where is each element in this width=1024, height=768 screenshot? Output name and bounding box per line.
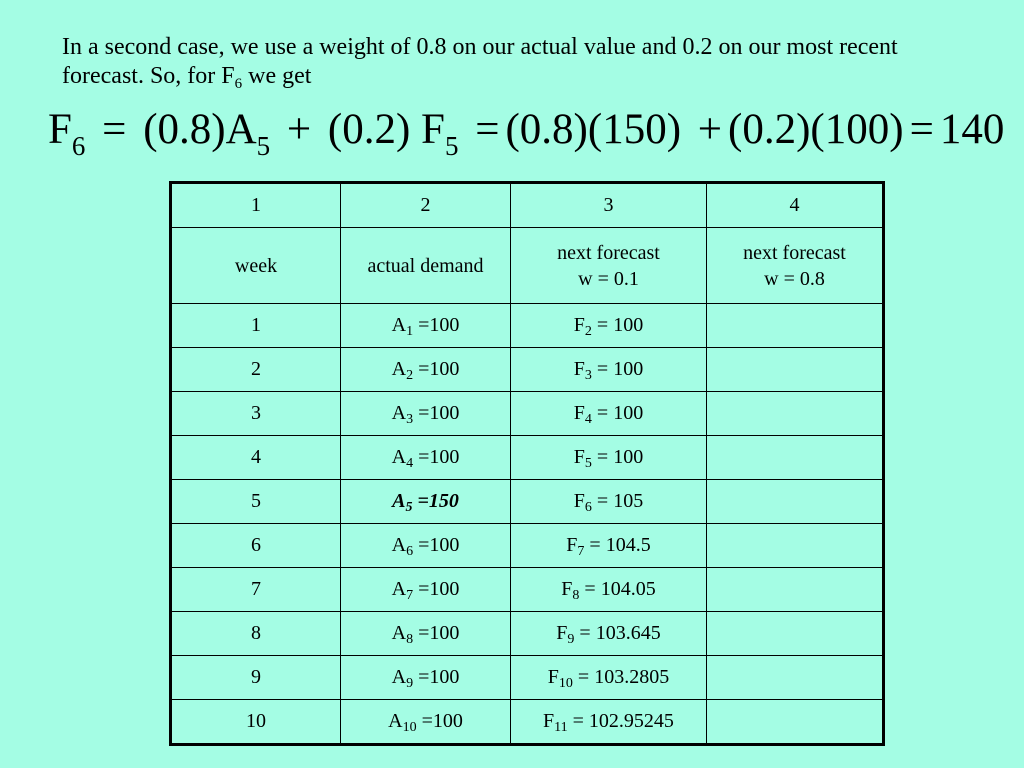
table-row xyxy=(171,304,884,348)
actual-subscript: 8 xyxy=(406,632,414,647)
table-row xyxy=(171,524,884,568)
actual-letter: A xyxy=(391,534,407,556)
actual-demand-value xyxy=(388,710,463,735)
actual-number: =100 xyxy=(413,446,460,468)
forecast-subscript: 9 xyxy=(567,632,575,647)
forecast-letter: F xyxy=(573,358,585,380)
formula-expr1: (0.8)(150) xyxy=(505,106,682,153)
actual-demand-cell xyxy=(341,436,511,480)
forecast-letter: F xyxy=(573,402,585,424)
forecast-letter: F xyxy=(573,314,585,336)
header-actual-demand: actual demand xyxy=(341,228,511,304)
header-forecast-w01-line1: next forecast xyxy=(557,241,660,264)
forecast-subscript: 6 xyxy=(584,500,592,515)
actual-demand-value xyxy=(391,666,460,691)
table-row xyxy=(171,612,884,656)
formula-term1-sub: 5 xyxy=(256,131,271,161)
forecast-number: = 104.05 xyxy=(579,578,656,600)
forecast-letter: F xyxy=(547,666,559,688)
column-number: 2 xyxy=(341,183,511,228)
actual-subscript: 7 xyxy=(406,588,414,603)
week-cell: 2 xyxy=(171,348,341,392)
actual-subscript: 1 xyxy=(406,324,414,339)
forecast-subscript: 10 xyxy=(558,676,573,691)
week-cell: 9 xyxy=(171,656,341,700)
actual-number: =100 xyxy=(413,666,460,688)
actual-subscript: 9 xyxy=(406,676,414,691)
forecast-formula xyxy=(48,102,1008,162)
forecast-w08-cell xyxy=(707,656,884,700)
forecast-subscript: 2 xyxy=(584,324,592,339)
actual-demand-cell xyxy=(341,348,511,392)
actual-demand-value xyxy=(391,402,460,427)
forecast-w08-cell xyxy=(707,304,884,348)
forecast-subscript: 11 xyxy=(554,720,568,735)
forecast-number: = 105 xyxy=(591,490,644,512)
intro-text xyxy=(62,33,982,94)
week-cell: 5 xyxy=(171,480,341,524)
actual-letter: A xyxy=(391,446,407,468)
actual-demand-cell xyxy=(341,524,511,568)
actual-subscript: 4 xyxy=(406,456,414,471)
actual-number: =100 xyxy=(413,578,460,600)
table-row xyxy=(171,700,884,745)
actual-letter: A xyxy=(391,358,407,380)
actual-demand-value xyxy=(391,622,460,647)
actual-letter: A xyxy=(391,578,407,600)
week-cell: 1 xyxy=(171,304,341,348)
header-forecast-w01-line2: w = 0.1 xyxy=(578,267,639,290)
column-number: 3 xyxy=(511,183,707,228)
actual-demand-cell xyxy=(341,700,511,745)
actual-letter: A xyxy=(391,666,407,688)
actual-demand-cell xyxy=(341,480,511,524)
table-row xyxy=(171,568,884,612)
forecast-w08-cell xyxy=(707,436,884,480)
forecast-subscript: 8 xyxy=(572,588,580,603)
formula-term1: (0.8)A xyxy=(143,106,257,153)
table-row xyxy=(171,436,884,480)
actual-demand-value xyxy=(391,314,460,339)
forecast-subscript: 3 xyxy=(584,368,592,383)
forecast-w08-cell xyxy=(707,612,884,656)
header-forecast-w08 xyxy=(707,228,884,304)
forecast-letter: F xyxy=(573,446,585,468)
formula-plus-2: + xyxy=(697,106,723,153)
forecast-w01-cell xyxy=(511,612,707,656)
forecast-letter: F xyxy=(543,710,555,732)
forecast-letter: F xyxy=(573,490,585,512)
forecast-w01-cell xyxy=(511,304,707,348)
forecast-number: = 103.2805 xyxy=(572,666,670,688)
formula-term2-sub: 5 xyxy=(444,131,459,161)
actual-letter: A xyxy=(391,314,407,336)
week-cell: 3 xyxy=(171,392,341,436)
intro-tail: we get xyxy=(242,63,312,89)
formula-equals-3: = xyxy=(909,106,934,153)
forecast-w01-cell xyxy=(511,524,707,568)
formula-expr2: (0.2)(100) xyxy=(728,106,904,153)
week-cell: 8 xyxy=(171,612,341,656)
forecast-number: = 100 xyxy=(591,402,644,424)
forecast-w08-cell xyxy=(707,348,884,392)
forecast-subscript: 4 xyxy=(584,412,592,427)
actual-demand-cell xyxy=(341,612,511,656)
forecast-w01-cell xyxy=(511,700,707,745)
actual-demand-value xyxy=(391,534,460,559)
week-cell: 10 xyxy=(171,700,341,745)
actual-subscript: 10 xyxy=(402,720,417,735)
formula-plus-1: + xyxy=(286,106,312,153)
forecast-letter: F xyxy=(566,534,578,556)
forecast-number: = 100 xyxy=(591,358,644,380)
column-header-row xyxy=(171,228,884,304)
forecast-letter: F xyxy=(561,578,573,600)
forecast-number: = 100 xyxy=(591,314,644,336)
actual-demand-cell xyxy=(341,568,511,612)
forecast-w08-cell xyxy=(707,700,884,745)
actual-subscript: 5 xyxy=(405,500,413,515)
formula-equals-2: = xyxy=(475,106,500,153)
forecast-w08-cell xyxy=(707,480,884,524)
actual-demand-value xyxy=(392,490,459,515)
column-number: 4 xyxy=(707,183,884,228)
actual-subscript: 6 xyxy=(406,544,414,559)
header-forecast-w08-line1: next forecast xyxy=(743,241,846,264)
actual-letter: A xyxy=(391,402,407,424)
actual-demand-value xyxy=(391,358,460,383)
actual-demand-value xyxy=(391,578,460,603)
header-forecast-w08-line2: w = 0.8 xyxy=(764,267,825,290)
forecast-w08-cell xyxy=(707,392,884,436)
actual-demand-cell xyxy=(341,392,511,436)
forecast-number: = 100 xyxy=(591,446,644,468)
formula-lhs-sub: 6 xyxy=(71,131,86,161)
header-forecast-w01 xyxy=(511,228,707,304)
formula-result: 140 xyxy=(939,106,1005,153)
intro-line: In a second case, we use a weight of 0.8 on our actual value and 0.2 on our most recent forecast. So, for F xyxy=(62,34,898,89)
forecast-number: = 102.95245 xyxy=(567,710,674,732)
actual-number: =100 xyxy=(413,622,460,644)
week-cell: 4 xyxy=(171,436,341,480)
forecast-w01-cell xyxy=(511,436,707,480)
actual-number: =100 xyxy=(413,314,460,336)
actual-letter: A xyxy=(388,710,403,732)
forecast-w08-cell xyxy=(707,524,884,568)
forecast-w01-cell xyxy=(511,568,707,612)
actual-number: =150 xyxy=(412,490,459,512)
actual-number: =100 xyxy=(413,402,460,424)
intro-subscript: 6 xyxy=(234,76,243,92)
actual-letter: A xyxy=(392,490,406,512)
formula-term2: (0.2) F xyxy=(327,106,445,153)
actual-number: =100 xyxy=(413,534,460,556)
actual-letter: A xyxy=(391,622,407,644)
forecast-table xyxy=(169,181,885,746)
actual-number: =100 xyxy=(416,710,463,732)
actual-demand-value xyxy=(391,446,460,471)
week-cell: 6 xyxy=(171,524,341,568)
forecast-number: = 104.5 xyxy=(584,534,651,556)
actual-demand-cell xyxy=(341,656,511,700)
forecast-w01-cell xyxy=(511,656,707,700)
table-row xyxy=(171,656,884,700)
actual-subscript: 3 xyxy=(406,412,414,427)
formula-equals-1: = xyxy=(102,106,127,153)
table-row xyxy=(171,392,884,436)
forecast-w01-cell xyxy=(511,480,707,524)
actual-demand-cell xyxy=(341,304,511,348)
header-week: week xyxy=(171,228,341,304)
forecast-w01-cell xyxy=(511,392,707,436)
forecast-w01-cell xyxy=(511,348,707,392)
table-row xyxy=(171,480,884,524)
week-cell: 7 xyxy=(171,568,341,612)
forecast-w08-cell xyxy=(707,568,884,612)
table-row xyxy=(171,348,884,392)
forecast-number: = 103.645 xyxy=(574,622,661,644)
forecast-subscript: 7 xyxy=(577,544,585,559)
actual-subscript: 2 xyxy=(406,368,414,383)
forecast-letter: F xyxy=(556,622,568,644)
formula-lhs: F xyxy=(48,106,72,153)
column-number-row xyxy=(171,183,884,228)
forecast-subscript: 5 xyxy=(584,456,592,471)
actual-number: =100 xyxy=(413,358,460,380)
column-number: 1 xyxy=(171,183,341,228)
table-body xyxy=(171,304,884,745)
